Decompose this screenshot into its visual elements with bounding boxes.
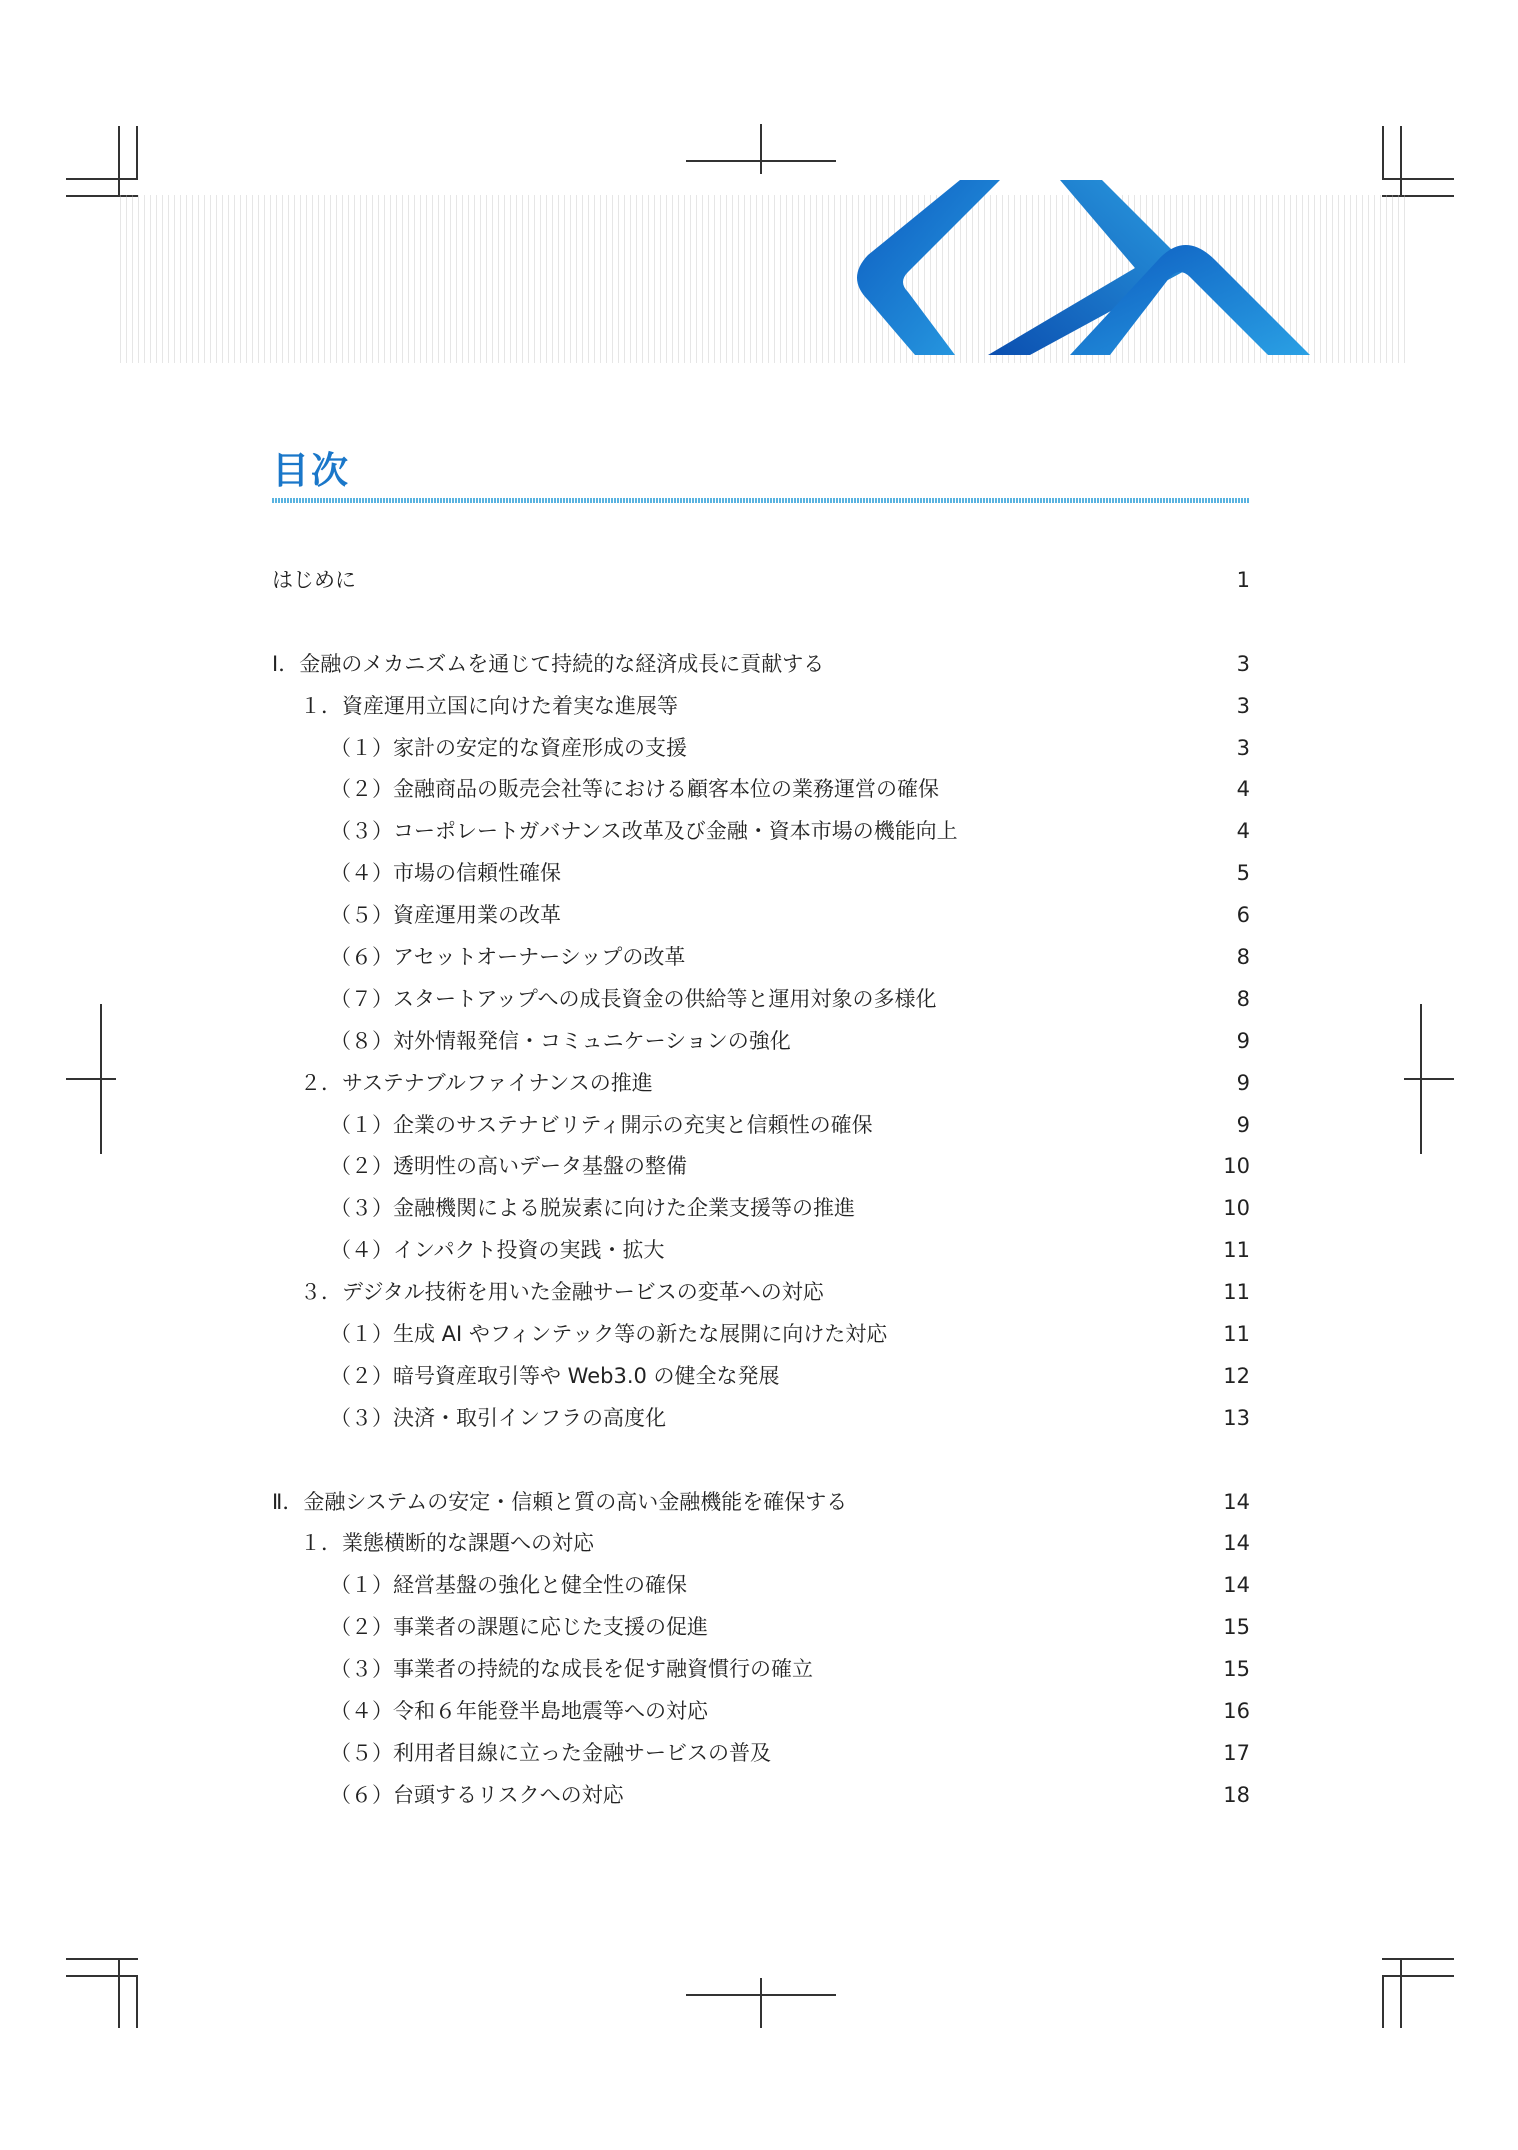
- toc-entry-title: （３）コーポレートガバナンス改革及び金融・資本市場の機能向上: [330, 819, 958, 844]
- crop-mark-middle-left: [100, 1004, 102, 1154]
- toc-entry[interactable]: [272, 1482, 1250, 1524]
- toc-entry[interactable]: [272, 769, 1250, 811]
- toc-entry-title: Ⅰ．金融のメカニズムを通じて持続的な経済成長に貢献する: [272, 651, 825, 676]
- toc-entry-title: （３）事業者の持続的な成長を促す融資慣行の確立: [330, 1657, 813, 1682]
- toc-entry[interactable]: [272, 1691, 1250, 1733]
- toc-entry-page-number: 3: [1236, 735, 1250, 760]
- crop-mark-bottom-left: [136, 1975, 138, 2028]
- crop-mark-bottom-right: [1382, 1958, 1454, 1960]
- crop-mark-top-left: [66, 178, 138, 180]
- toc-entry[interactable]: [272, 1565, 1250, 1607]
- toc-entry-title: １．資産運用立国に向けた着実な進展等: [300, 693, 678, 718]
- toc-entry-page-number: 9: [1236, 1070, 1250, 1095]
- toc-entry[interactable]: [272, 895, 1250, 937]
- toc-entry[interactable]: [272, 1523, 1250, 1565]
- toc-entry[interactable]: [272, 1314, 1250, 1356]
- crop-mark-middle-right: [1404, 1078, 1454, 1080]
- toc-entry[interactable]: [272, 937, 1250, 979]
- toc-entry-page-number: 10: [1223, 1196, 1250, 1221]
- toc-entry-title: １．業態横断的な課題への対応: [300, 1531, 594, 1556]
- toc-entry-title: （５）利用者目線に立った金融サービスの普及: [330, 1740, 771, 1765]
- crop-mark-bottom-right: [1382, 1975, 1454, 1977]
- toc-entry-title: （１）経営基盤の強化と健全性の確保: [330, 1573, 687, 1598]
- toc-entry-page-number: 3: [1236, 693, 1250, 718]
- section-spacer: [272, 1440, 1250, 1482]
- crop-mark-bottom-left: [118, 1958, 120, 2028]
- toc-entry-page-number: 9: [1236, 1112, 1250, 1137]
- toc-entry-title: （５）資産運用業の改革: [330, 903, 561, 928]
- toc-entry[interactable]: [272, 1105, 1250, 1147]
- toc-entry[interactable]: [272, 979, 1250, 1021]
- toc-entry-page-number: 13: [1223, 1405, 1250, 1430]
- toc-entry-title: （４）市場の信頼性確保: [330, 861, 561, 886]
- toc-entry-page-number: 6: [1236, 903, 1250, 928]
- toc-entry[interactable]: [272, 853, 1250, 895]
- toc-entry-title: （８）対外情報発信・コミュニケーションの強化: [330, 1028, 791, 1053]
- toc-entry-page-number: 14: [1223, 1489, 1250, 1514]
- toc-entry-title: （１）企業のサステナビリティ開示の充実と信頼性の確保: [330, 1112, 873, 1137]
- toc-entry[interactable]: [272, 644, 1250, 686]
- toc-entry[interactable]: [272, 686, 1250, 728]
- crop-mark-bottom-right: [1382, 1975, 1384, 2028]
- chain-link-logo-icon: [840, 175, 1360, 365]
- crop-mark-top-right: [1382, 126, 1384, 178]
- crop-mark-bottom-left: [66, 1958, 138, 1960]
- toc-entry-title: はじめに: [272, 568, 356, 592]
- toc-entry-page-number: 11: [1223, 1238, 1250, 1263]
- toc-entry[interactable]: [272, 1272, 1250, 1314]
- toc-entry-title: （３）決済・取引インフラの高度化: [330, 1405, 666, 1430]
- toc-entry[interactable]: [272, 1775, 1250, 1817]
- toc-entry-title: （１）家計の安定的な資産形成の支援: [330, 735, 687, 760]
- toc-entry-page-number: 15: [1223, 1615, 1250, 1640]
- toc-entry-title: （２）金融商品の販売会社等における顧客本位の業務運営の確保: [330, 777, 939, 802]
- toc-entry[interactable]: [272, 1230, 1250, 1272]
- toc-entry[interactable]: [272, 560, 1250, 602]
- toc-entry-title: （７）スタートアップへの成長資金の供給等と運用対象の多様化: [330, 986, 937, 1011]
- crop-mark-top-left: [118, 126, 120, 196]
- toc-entry-page-number: 4: [1236, 777, 1250, 802]
- crop-mark-middle-right: [1420, 1004, 1422, 1154]
- toc-entry[interactable]: [272, 1063, 1250, 1105]
- toc-entry-page-number: 8: [1236, 945, 1250, 970]
- toc-entry-page-number: 3: [1236, 651, 1250, 676]
- page-title: 目次: [272, 449, 350, 492]
- toc-entry-title: ２．サステナブルファイナンスの推進: [300, 1070, 653, 1095]
- crop-mark-top-left: [136, 126, 138, 178]
- toc-entry[interactable]: [272, 728, 1250, 770]
- toc-entry[interactable]: [272, 1733, 1250, 1775]
- toc-entry-page-number: 16: [1223, 1699, 1250, 1724]
- section-spacer: [272, 602, 1250, 644]
- toc-entry[interactable]: [272, 1021, 1250, 1063]
- toc-entry-title: （６）台頭するリスクへの対応: [330, 1782, 624, 1807]
- crop-mark-bottom-center: [760, 1978, 762, 2028]
- toc-entry-page-number: 1: [1236, 568, 1250, 592]
- toc-entry[interactable]: [272, 1607, 1250, 1649]
- toc-entry[interactable]: [272, 1356, 1250, 1398]
- crop-mark-top-right: [1400, 126, 1402, 196]
- crop-mark-top-right: [1382, 178, 1454, 180]
- toc-entry[interactable]: [272, 1146, 1250, 1188]
- toc-entry-page-number: 14: [1223, 1573, 1250, 1598]
- toc-entry-page-number: 5: [1236, 861, 1250, 886]
- toc-entry-page-number: 9: [1236, 1028, 1250, 1053]
- toc-entry[interactable]: [272, 1188, 1250, 1230]
- toc-entry-page-number: 10: [1223, 1154, 1250, 1179]
- toc-entry-title: （３）金融機関による脱炭素に向けた企業支援等の推進: [330, 1196, 855, 1221]
- toc-entry[interactable]: [272, 811, 1250, 853]
- toc-entry-title: （２）透明性の高いデータ基盤の整備: [330, 1154, 687, 1179]
- crop-mark-middle-left: [66, 1078, 116, 1080]
- toc-entry-page-number: 8: [1236, 986, 1250, 1011]
- toc-entry-page-number: 17: [1223, 1740, 1250, 1765]
- toc-entry-title: （４）令和６年能登半島地震等への対応: [330, 1699, 708, 1724]
- toc-entry-page-number: 18: [1223, 1782, 1250, 1807]
- toc-entry-title: （２）暗号資産取引等や Web3.0 の健全な発展: [330, 1363, 780, 1388]
- toc-entry-page-number: 11: [1223, 1280, 1250, 1305]
- title-underline: [272, 498, 1250, 503]
- toc-entry[interactable]: [272, 1649, 1250, 1691]
- toc-entry-title: （４）インパクト投資の実践・拡大: [330, 1238, 665, 1263]
- toc-entry-page-number: 4: [1236, 819, 1250, 844]
- toc-entry-title: Ⅱ．金融システムの安定・信頼と質の高い金融機能を確保する: [272, 1489, 848, 1514]
- crop-mark-bottom-right: [1400, 1958, 1402, 2028]
- toc-entry-title: ３．デジタル技術を用いた金融サービスの変革への対応: [300, 1280, 824, 1305]
- toc-entry-page-number: 11: [1223, 1322, 1250, 1347]
- toc-entry-page-number: 12: [1223, 1363, 1250, 1388]
- crop-mark-top-center: [760, 124, 762, 174]
- crop-mark-bottom-left: [66, 1975, 138, 1977]
- toc-entry-title: （２）事業者の課題に応じた支援の促進: [330, 1615, 708, 1640]
- toc-entry-page-number: 15: [1223, 1657, 1250, 1682]
- toc-entry-page-number: 14: [1223, 1531, 1250, 1556]
- toc-entry-title: （１）生成 AI やフィンテック等の新たな展開に向けた対応: [330, 1322, 888, 1347]
- toc-entry[interactable]: [272, 1398, 1250, 1440]
- table-of-contents: [272, 560, 1250, 1817]
- toc-entry-title: （６）アセットオーナーシップの改革: [330, 945, 686, 970]
